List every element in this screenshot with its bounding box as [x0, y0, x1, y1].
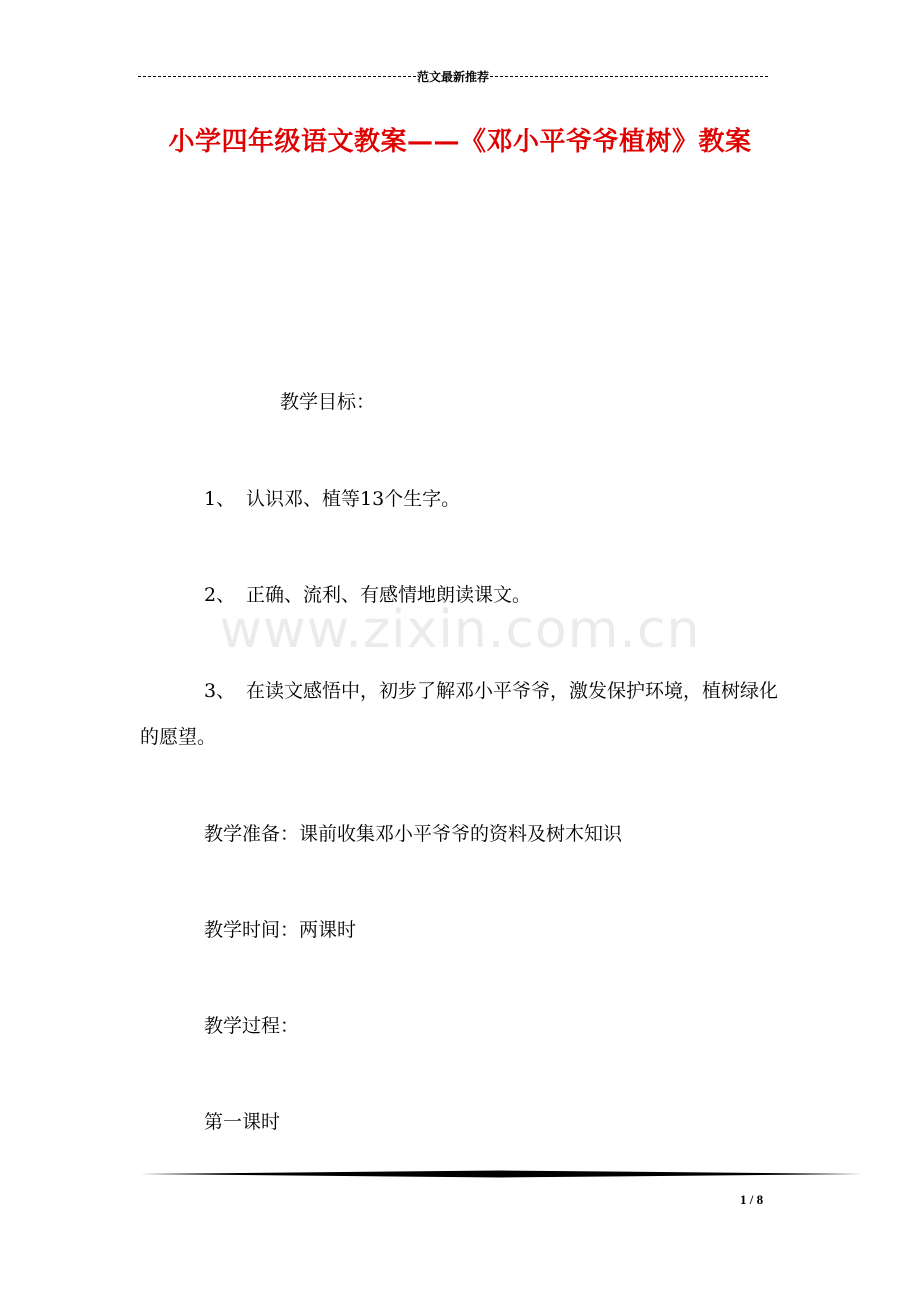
objective-number: 1、 — [204, 488, 236, 510]
objective-item-1 — [140, 476, 790, 522]
page-number: 1 / 8 — [740, 1192, 764, 1207]
objective-text: 在读文感悟中，初步了解邓小平爷爷，激发保护环境，植树绿化的愿望。 — [140, 680, 779, 748]
objective-number: 2、 — [204, 584, 236, 606]
objective-item-3 — [140, 668, 790, 760]
objective-item-2 — [140, 572, 790, 618]
watermark: www.zixin.com.cn — [219, 600, 701, 660]
first-lesson-heading: 第一课时 — [204, 1111, 281, 1133]
header-label: 范文最新推荐 — [417, 69, 490, 84]
header-dash-right — [490, 76, 768, 77]
header-dash-left — [138, 76, 416, 77]
preparation-line: 教学准备：课前收集邓小平爷爷的资料及树木知识 — [204, 823, 623, 845]
header-banner — [138, 66, 768, 86]
objective-number: 3、 — [204, 680, 236, 702]
time-line: 教学时间：两课时 — [204, 919, 357, 941]
objective-text: 认识邓、植等13个生字。 — [246, 488, 461, 510]
footer-rule — [140, 1170, 862, 1178]
objective-text: 正确、流利、有感情地朗读课文。 — [246, 584, 532, 606]
document-title: 小学四年级语文教案——《邓小平爷爷植树》教案 — [168, 127, 752, 157]
objectives-heading: 教学目标： — [280, 391, 376, 413]
process-heading: 教学过程： — [204, 1015, 300, 1037]
